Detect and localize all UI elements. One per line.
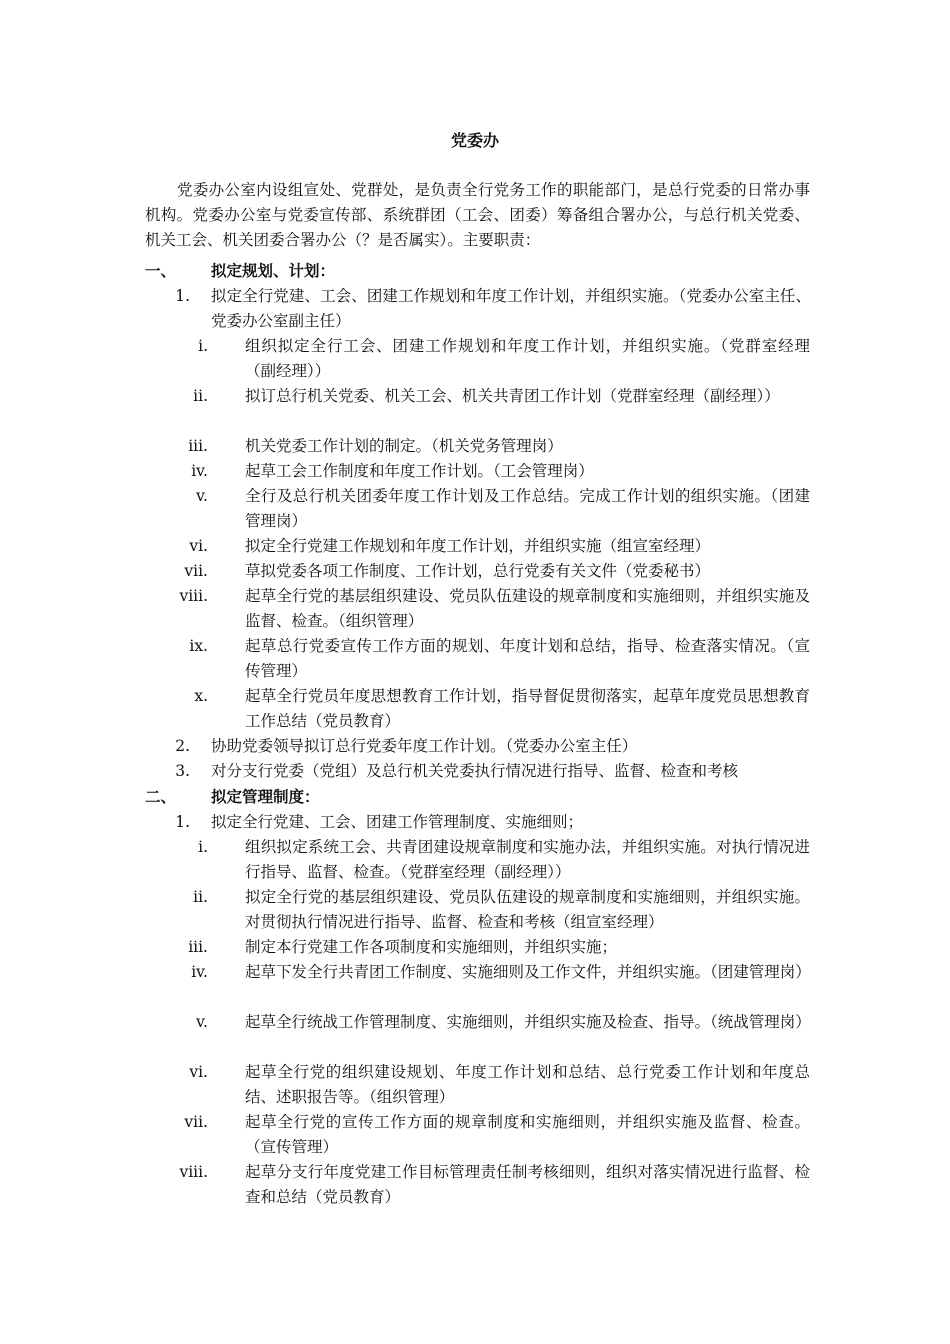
- intro-paragraph: 党委办公室内设组宣处、党群处，是负责全行党务工作的职能部门，是总行党委的日常办事机构。党委办公室与党委宣传部、系统群团（工会、团委）筹备组合署办公，与总行机关党委、机关工会、机关团委合署办公（？是否属实）。主要职责：: [145, 181, 810, 249]
- sub-item-text: 起草总行党委宣传工作方面的规划、年度计划和总结，指导、检查落实情况。（宣传管理）: [245, 637, 810, 680]
- sub-item-text: 草拟党委各项工作制度、工作计划，总行党委有关文件（党委秘书）: [245, 562, 711, 580]
- sub-item-number: vi.: [189, 1063, 208, 1081]
- item-text: 拟定全行党建、工会、团建工作管理制度、实施细则；: [211, 813, 584, 831]
- sub-item-number: ix.: [189, 637, 208, 655]
- item-number: 1.: [175, 287, 190, 305]
- sub-item-number: vii.: [184, 562, 208, 580]
- section-number: 一、: [145, 262, 177, 280]
- item-number: 1.: [175, 813, 190, 831]
- sub-item-number: vii.: [184, 1113, 208, 1131]
- sub-item-number: i.: [198, 337, 208, 355]
- sub-item-number: iv.: [191, 462, 208, 480]
- sub-item-text: 起草全行党的宣传工作方面的规章制度和实施细则，并组织实施及监督、检查。（宣传管理）: [245, 1113, 810, 1156]
- sub-item-text: 组织拟定系统工会、共青团建设规章制度和实施办法，并组织实施。对执行情况进行指导、监督、检查。（党群室经理（副经理））: [245, 838, 810, 881]
- sub-item-text: 起草全行党的组织建设规划、年度工作计划和总结、总行党委工作计划和年度总结、述职报告等。（组织管理）: [245, 1063, 810, 1106]
- sub-item-text: 起草分支行年度党建工作目标管理责任制考核细则，组织对落实情况进行监督、检查和总结（党员教育）: [245, 1163, 810, 1206]
- sub-item-text: 机关党委工作计划的制定。（机关党务管理岗）: [245, 437, 563, 455]
- sub-item-number: iii.: [188, 437, 208, 455]
- sub-item-number: i.: [198, 838, 208, 856]
- sub-item-text: 起草下发全行共青团工作制度、实施细则及工作文件，并组织实施。（团建管理岗）: [245, 963, 811, 981]
- sub-item-text: 起草全行党员年度思想教育工作计划，指导督促贯彻落实，起草年度党员思想教育工作总结（党员教育）: [245, 687, 810, 730]
- sub-item-text: 制定本行党建工作各项制度和实施细则，并组织实施；: [245, 938, 618, 956]
- page-title: 党委办: [450, 131, 499, 150]
- section-title: 拟定管理制度：: [211, 788, 320, 806]
- sub-item-number: ii.: [193, 387, 208, 405]
- sub-item-number: v.: [196, 1013, 208, 1031]
- item-number: 2.: [175, 737, 190, 755]
- item-number: 3.: [175, 762, 190, 780]
- sub-item-number: viii.: [179, 1163, 208, 1181]
- sub-item-text: 起草全行统战工作管理制度、实施细则，并组织实施及检查、指导。（统战管理岗）: [245, 1013, 811, 1031]
- sub-item-number: x.: [194, 687, 208, 705]
- item-text: 拟定全行党建、工会、团建工作规划和年度工作计划，并组织实施。（党委办公室主任、党委办公室副主任）: [211, 287, 811, 330]
- sub-item-number: iv.: [191, 963, 208, 981]
- sub-item-text: 全行及总行机关团委年度工作计划及工作总结。完成工作计划的组织实施。（团建管理岗）: [245, 487, 810, 530]
- sub-item-text: 拟定全行党建工作规划和年度工作计划，并组织实施（组宣室经理）: [245, 537, 711, 555]
- sub-item-number: iii.: [188, 938, 208, 956]
- sub-item-text: 拟定全行党的基层组织建设、党员队伍建设的规章制度和实施细则，并组织实施。对贯彻执行情况进行指导、监督、检查和考核（组宣室经理）: [245, 888, 810, 931]
- item-text: 对分支行党委（党组）及总行机关党委执行情况进行指导、监督、检查和考核: [211, 762, 739, 780]
- sub-item-text: 起草全行党的基层组织建设、党员队伍建设的规章制度和实施细则，并组织实施及监督、检查。（组织管理）: [245, 587, 810, 630]
- sub-item-text: 起草工会工作制度和年度工作计划。（工会管理岗）: [245, 462, 594, 480]
- sub-item-text: 组织拟定全行工会、团建工作规划和年度工作计划，并组织实施。（党群室经理（副经理））: [245, 337, 810, 380]
- item-text: 协助党委领导拟订总行党委年度工作计划。（党委办公室主任）: [211, 737, 638, 755]
- sub-item-number: vi.: [189, 537, 208, 555]
- sub-item-number: v.: [196, 487, 208, 505]
- sub-item-number: viii.: [179, 587, 208, 605]
- sub-item-text: 拟订总行机关党委、机关工会、机关共青团工作计划（党群室经理（副经理））: [245, 387, 780, 405]
- section-number: 二、: [145, 788, 177, 806]
- section-title: 拟定规划、计划：: [211, 262, 336, 280]
- sub-item-number: ii.: [193, 888, 208, 906]
